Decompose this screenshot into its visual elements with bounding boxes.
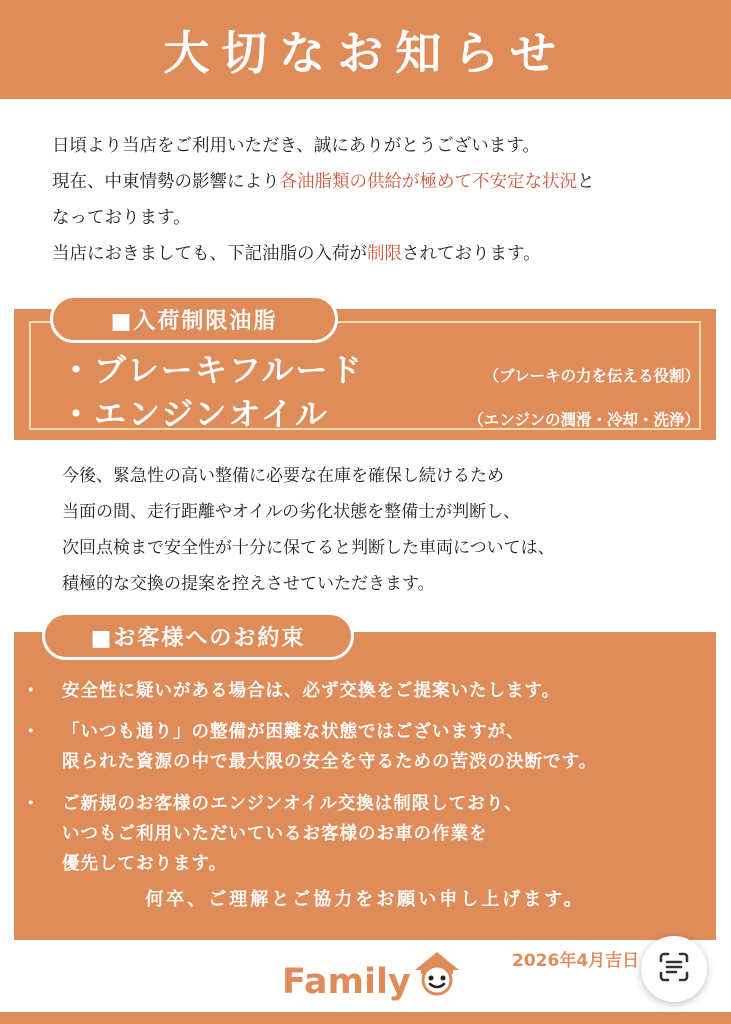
text-scan-icon [657, 950, 691, 988]
promise-line [22, 789, 712, 819]
restricted-oils-heading: ■入荷制限油脂 [50, 295, 338, 343]
intro-highlight: 各油脂類の供給が極めて不安定な状況 [279, 172, 577, 192]
promise-line [22, 676, 712, 706]
intro-text-span: されております。 [402, 244, 541, 264]
policy-text [62, 458, 702, 602]
issue-date: 2026年4月吉日 [512, 951, 640, 971]
promise-heading: ■お客様へのお約束 [42, 612, 354, 660]
promise-line [42, 747, 712, 777]
intro-line [52, 164, 712, 200]
policy-line: 今後、緊急性の高い整備に必要な在庫を確保し続けるため [62, 466, 504, 486]
promise-item [22, 717, 712, 777]
bullet: ・ [22, 681, 41, 701]
house-smile-icon [413, 950, 461, 1000]
promise-line [42, 819, 712, 849]
promise-text: ご新規のお客様のエンジンオイル交換は制限しており、 [62, 794, 523, 814]
text-scan-button[interactable] [641, 936, 707, 1002]
promise-text: 「いつも通り」の整備が困難な状態ではございますが、 [62, 722, 525, 742]
intro-line [52, 236, 712, 272]
promise-item [22, 789, 712, 879]
oil-item-brake-fluid [60, 345, 700, 391]
policy-line: 当面の間、走行距離やオイルの劣化状態を整備士が判断し、 [62, 502, 521, 522]
promise-text: いつもご利用いただいているお客様のお車の作業を [62, 824, 488, 844]
oil-desc: （ブレーキの力を伝える役割） [483, 367, 700, 385]
promise-item [22, 676, 712, 706]
policy-line: 次回点検まで安全性が十分に保てると判断した車両については、 [62, 538, 555, 558]
page-title: 大切なお知らせ [163, 25, 568, 80]
intro-text-span: 当店におきましても、下記油脂の入荷が [52, 244, 367, 264]
family-logo [282, 952, 461, 1002]
promise-line [42, 849, 712, 879]
intro-text-span: 現在、中東情勢の影響により [52, 172, 280, 192]
oil-item-engine-oil [60, 389, 700, 435]
intro-text [52, 128, 712, 272]
promise-line [22, 717, 712, 747]
promise-text: 限られた資源の中で最大限の安全を守るための苦渋の決断です。 [62, 752, 598, 772]
intro-line: 日頃より当店をご利用いただき、誠にありがとうございます。 [52, 136, 540, 156]
intro-text-span: と [577, 172, 595, 192]
promise-text: 安全性に疑いがある場合は、必ず交換をご提案いたします。 [62, 681, 561, 701]
intro-line: なっております。 [52, 208, 191, 228]
intro-highlight: 制限 [367, 244, 402, 264]
bullet: ・ [22, 794, 41, 814]
oil-name: ・エンジンオイル [60, 395, 329, 433]
promise-text: 優先しております。 [62, 854, 228, 874]
oil-name: ・ブレーキフルード [60, 351, 364, 389]
policy-line: 積極的な交換の提案を控えさせていただきます。 [62, 574, 435, 594]
oil-desc: （エンジンの潤滑・冷却・洗浄） [468, 411, 700, 429]
bottom-bar [0, 1012, 731, 1024]
closing-message: 何卒、ご理解とご協力をお願い申し上げます。 [145, 889, 585, 910]
logo-text: Family [282, 962, 411, 1002]
header-banner [0, 0, 731, 99]
bullet: ・ [22, 722, 41, 742]
